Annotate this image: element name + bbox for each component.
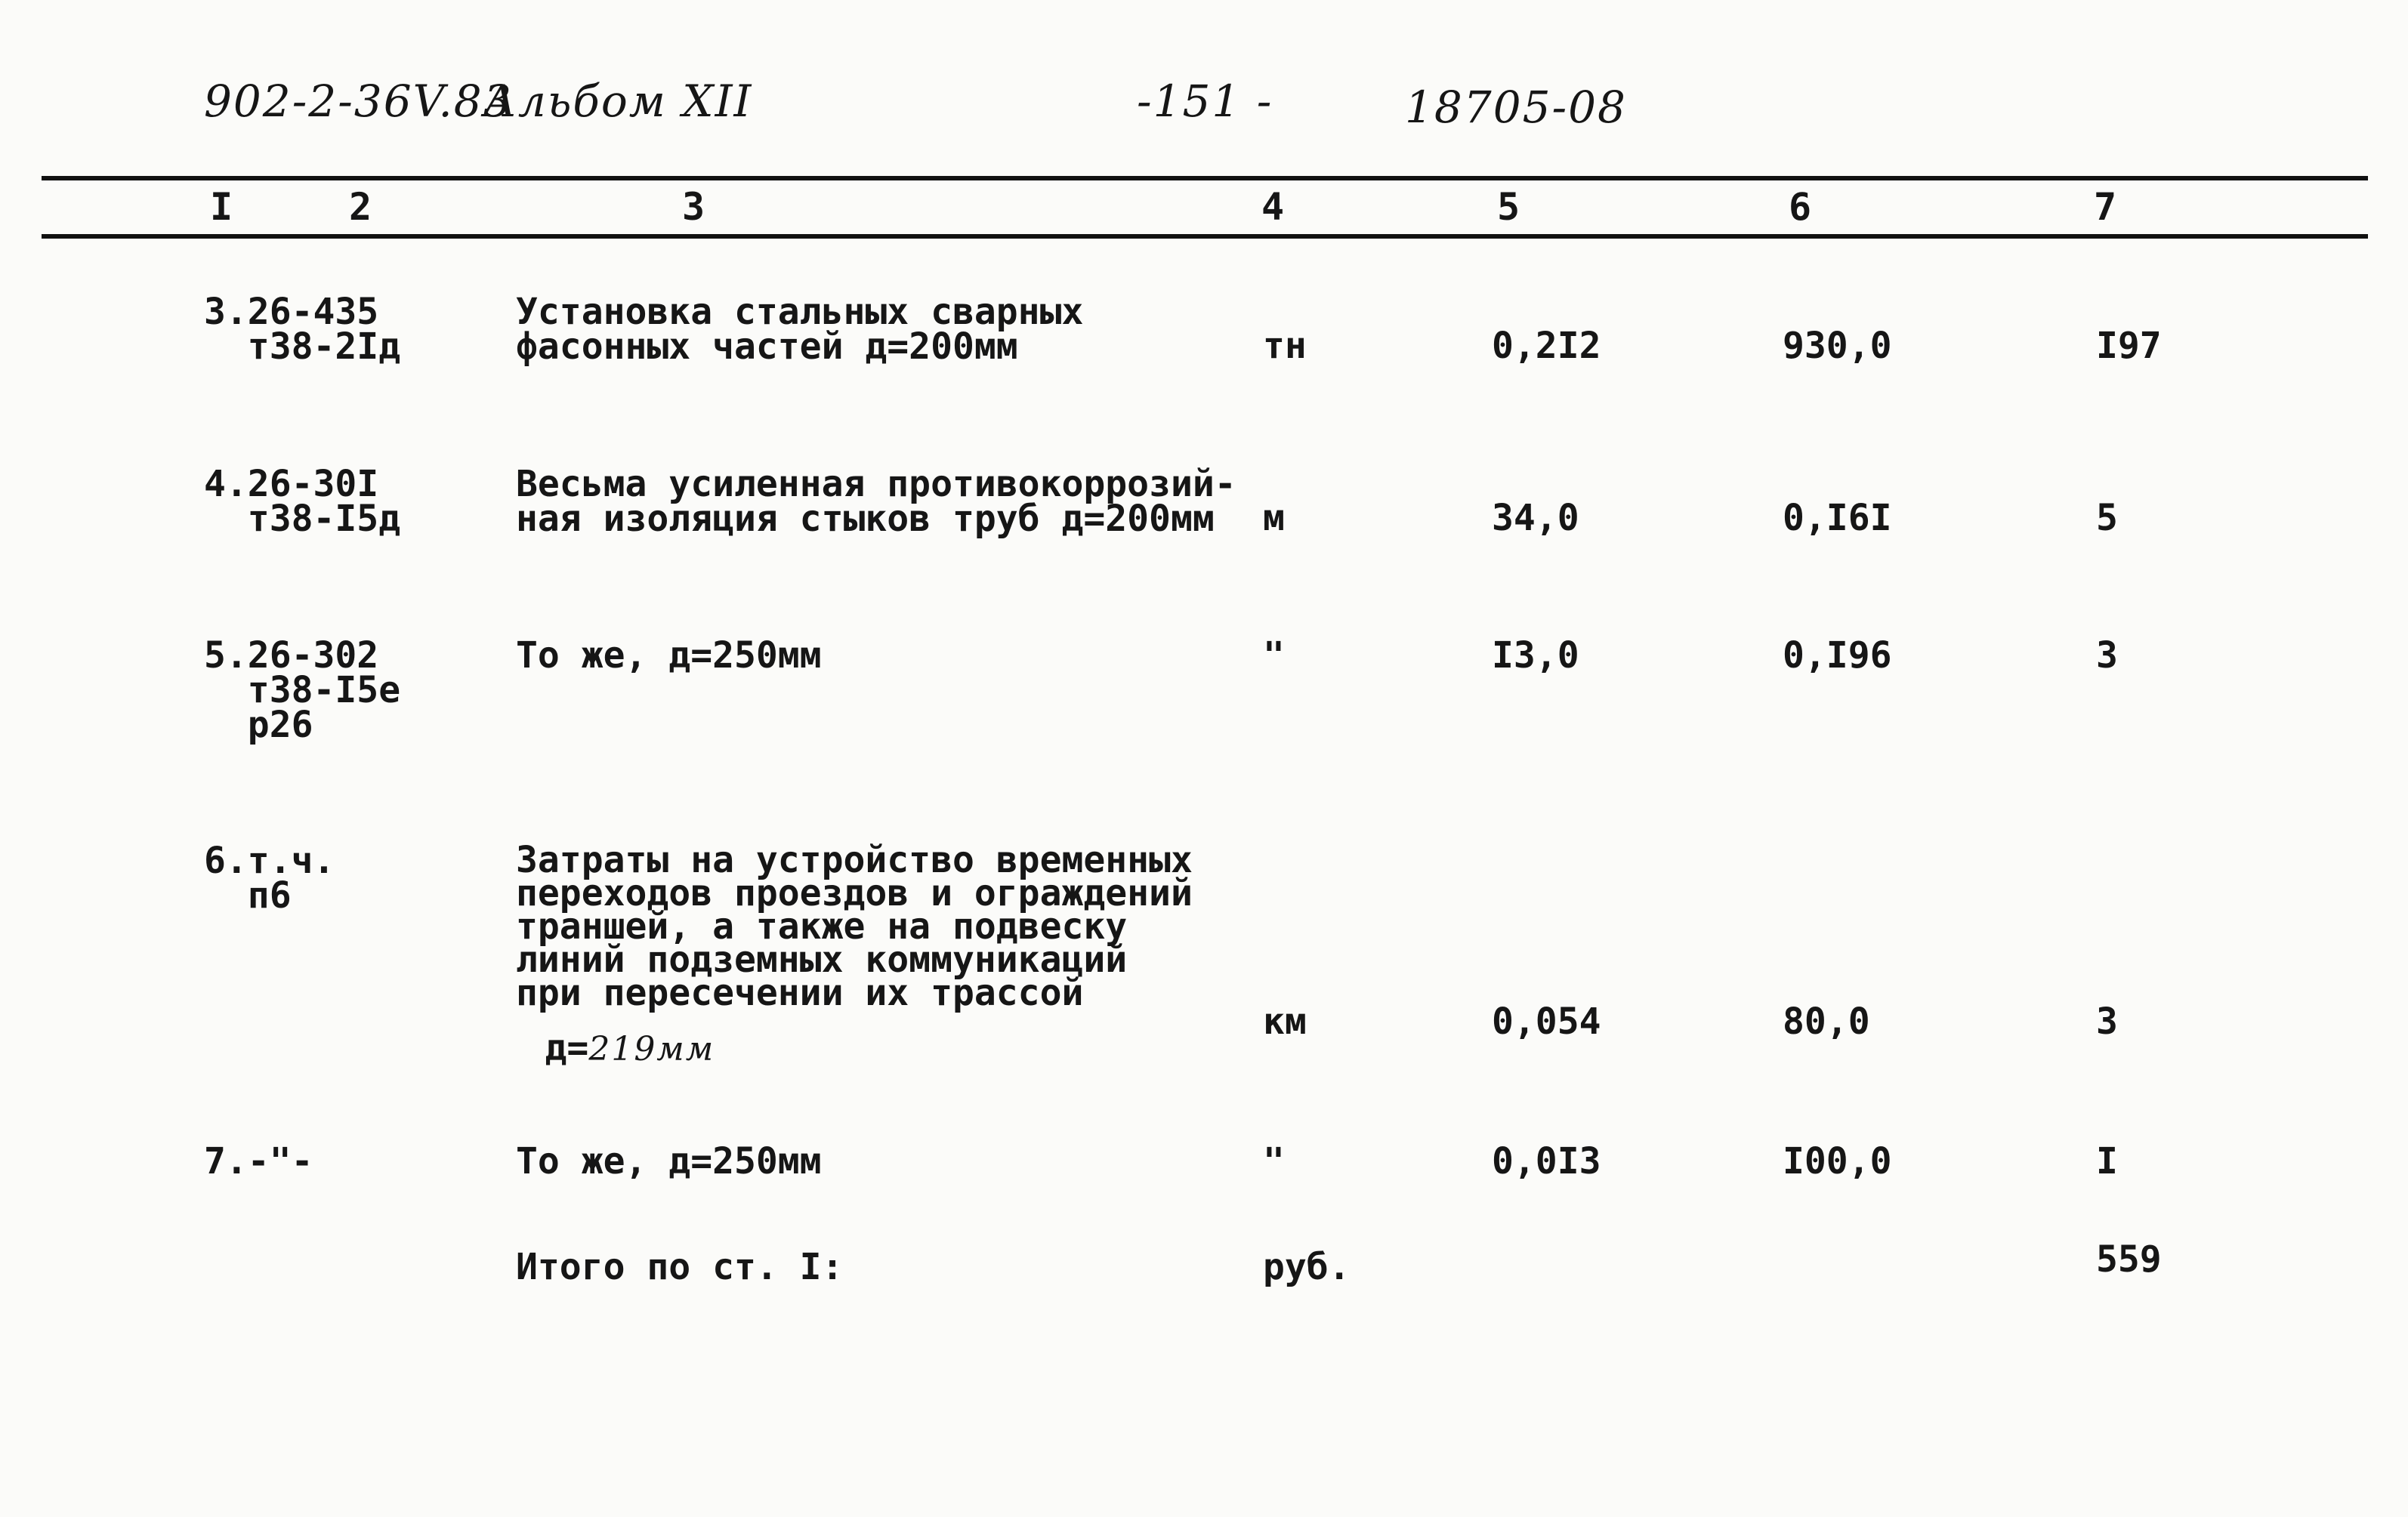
- row-unit: ": [1263, 634, 1285, 677]
- col-header-3: 3: [682, 185, 705, 229]
- row-price: 0,I6I: [1783, 497, 1892, 539]
- row-code: 6.т.ч. п6: [204, 840, 335, 917]
- row-code: 4.26-30I т38-I5д: [204, 463, 401, 540]
- top-rule: [42, 176, 2368, 180]
- row-quantity: 0,2I2: [1492, 325, 1601, 367]
- row-quantity: 0,054: [1492, 1001, 1601, 1043]
- col-header-4: 4: [1261, 185, 1285, 229]
- row-price: I00,0: [1783, 1140, 1892, 1182]
- row-description: Затраты на устройство временных переходов проездов и ограждений траншей, а также на подвеску линий подземных коммуникаций при пересечении их трассой: [516, 839, 1193, 1014]
- row-cost: 3: [2096, 634, 2118, 677]
- total-unit: руб.: [1263, 1246, 1351, 1288]
- col-header-2: 2: [349, 185, 372, 229]
- col-header-6: 6: [1789, 185, 1812, 229]
- header-code: 902-2-36V.83: [204, 76, 513, 127]
- total-cost: 559: [2096, 1238, 2162, 1281]
- col-header-7: 7: [2094, 185, 2117, 229]
- col-header-5: 5: [1497, 185, 1520, 229]
- row-cost: I: [2096, 1140, 2118, 1182]
- row-description: Весьма усиленная противокоррозий- ная изоляция стыков труб д=200мм: [516, 463, 1236, 540]
- header-album: Альбом XII: [483, 76, 753, 127]
- diameter-handwritten: 219мм: [588, 1030, 715, 1068]
- row-code: 7.-"-: [204, 1140, 313, 1182]
- row-quantity: 0,0I3: [1492, 1140, 1601, 1182]
- row-code: 3.26-435 т38-2Iд: [204, 291, 401, 368]
- col-header-1: I: [210, 185, 233, 229]
- row-quantity: I3,0: [1492, 634, 1579, 677]
- row-description: То же, д=250мм: [516, 1140, 822, 1182]
- row-unit: км: [1263, 1001, 1307, 1043]
- row-cost: 3: [2096, 1001, 2118, 1043]
- row-unit: м: [1263, 497, 1285, 539]
- doc-number: 18705-08: [1405, 82, 1627, 133]
- row-description: То же, д=250мм: [516, 634, 822, 677]
- page-number: -151 -: [1137, 76, 1273, 127]
- row-cost: I97: [2096, 325, 2162, 367]
- row-description-diameter: [516, 1016, 715, 1083]
- row-quantity: 34,0: [1492, 497, 1579, 539]
- total-label: Итого по ст. I:: [516, 1246, 844, 1288]
- row-cost: 5: [2096, 497, 2118, 539]
- row-description: Установка стальных сварных фасонных частей д=200мм: [516, 291, 1084, 368]
- row-code: 5.26-302 т38-I5е р26: [204, 634, 401, 746]
- row-price: 930,0: [1783, 325, 1892, 367]
- diameter-prefix: д=: [545, 1027, 589, 1069]
- row-unit: ": [1263, 1140, 1285, 1182]
- row-unit: тн: [1263, 325, 1307, 367]
- header-bottom-rule: [42, 234, 2368, 239]
- row-price: 80,0: [1783, 1001, 1870, 1043]
- row-price: 0,I96: [1783, 634, 1892, 677]
